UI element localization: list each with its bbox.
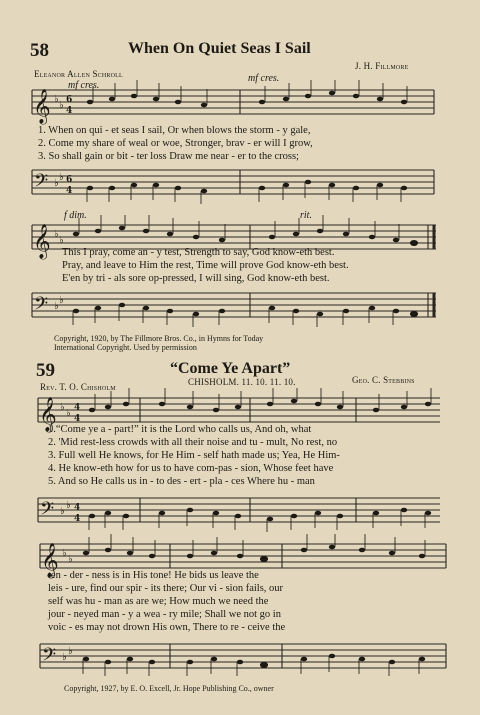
verse-5-line: voic - es may not drown His own, There to re - ceive the: [48, 622, 286, 633]
svg-text:♭: ♭: [59, 172, 64, 183]
verse-2-line: 2. 'Mid rest-less crowds with all their noise and tu - mult, No rest, no: [48, 437, 338, 448]
svg-text:4: 4: [74, 503, 81, 513]
bass-clef-icon: 𝄢: [42, 645, 57, 670]
svg-text:4: 4: [74, 514, 81, 524]
svg-text:♭: ♭: [66, 500, 71, 511]
bass-clef-icon: 𝄢: [34, 171, 49, 196]
verse-2-line: leis - ure, find our spir - its there; Our vi - sion fails, our: [48, 583, 284, 594]
bass-staff: [0, 160, 480, 206]
svg-text:♭: ♭: [68, 646, 73, 657]
copyright-line: Copyright, 1920, by The Fillmore Bros. Co., in Hymns for Today: [54, 334, 264, 343]
svg-text:♭: ♭: [59, 100, 64, 111]
copyright-line: International Copyright. Used by permission: [54, 343, 197, 352]
verse-4-line: jour - neyed man - y a wea - ry mile; Shall we not go in: [48, 609, 281, 620]
svg-text:♭: ♭: [60, 402, 65, 413]
dynamic-mark: f dim.: [64, 210, 87, 221]
verse-1-line: ten - der - ness is in His tone! He bids us leave the: [48, 570, 259, 581]
hymn-59-tune: CHISHOLM. 11. 10. 11. 10.: [188, 377, 296, 387]
verse-3-line: 3. So shall gain or bit - ter loss Draw me near - er to the cross;: [38, 151, 299, 162]
svg-text:4: 4: [66, 106, 73, 116]
svg-text:4: 4: [74, 414, 81, 424]
treble-staff: [0, 80, 480, 130]
verse-1-line: 1. When on qui - et seas I sail, Or when blows the storm - y gale,: [38, 125, 311, 136]
verse-2-line: Pray, and leave to Him the rest, Time will prove God know-eth best.: [62, 260, 349, 271]
dynamic-mark: rit.: [300, 210, 312, 221]
hymn-59-title: “Come Ye Apart”: [170, 360, 291, 377]
treble-clef-icon: 𝄞: [39, 397, 57, 432]
dynamic-mark: mf cres.: [248, 73, 280, 84]
svg-text:6: 6: [66, 175, 73, 185]
copyright-line: Copyright, 1927, by E. O. Excell, Jr. Hope Publishing Co., owner: [64, 684, 274, 693]
svg-text:♭: ♭: [54, 178, 59, 189]
hymn-58-number: 58: [30, 40, 49, 61]
hymn-58-title: When On Quiet Seas I Sail: [128, 40, 311, 57]
bass-clef-icon: 𝄢: [40, 499, 55, 524]
bass-clef-icon: 𝄢: [34, 294, 49, 319]
svg-text:♭: ♭: [59, 295, 64, 306]
svg-text:♭: ♭: [60, 506, 65, 517]
bass-staff: [0, 283, 480, 329]
hymn-59-author: Rev. T. O. Chisholm: [40, 382, 116, 392]
verse-3-line: E'en by tri - als sore op-pressed, I will sing, God know-eth best.: [62, 273, 330, 284]
bass-staff: [0, 634, 480, 680]
treble-clef-icon: 𝄞: [33, 224, 51, 259]
svg-text:♭: ♭: [54, 94, 59, 105]
hymn-58-composer: J. H. Fillmore: [355, 61, 409, 71]
svg-text:♭: ♭: [66, 408, 71, 419]
verse-3-line: 3. Full well He knows, for He Him - self hath made us; Yea, He Him-: [48, 450, 340, 461]
verse-2-line: 2. Come my share of weal or woe, Stronger, brav - er will I grow,: [38, 138, 313, 149]
svg-text:4: 4: [66, 186, 73, 196]
treble-clef-icon: 𝄞: [41, 543, 59, 578]
svg-text:♭: ♭: [62, 652, 67, 663]
svg-text:4: 4: [74, 403, 81, 413]
svg-text:♭: ♭: [68, 554, 73, 565]
treble-clef-icon: 𝄞: [33, 89, 51, 124]
svg-text:♭: ♭: [54, 301, 59, 312]
verse-3-line: self was hu - man as are we; How much we need the: [48, 596, 269, 607]
verse-4-line: 4. He know-eth how for us to have com-pas - sion, Whose feet have: [48, 463, 334, 474]
svg-text:♭: ♭: [59, 235, 64, 246]
dynamic-mark: mf cres.: [68, 80, 100, 91]
svg-text:♭: ♭: [54, 229, 59, 240]
svg-text:♭: ♭: [62, 548, 67, 559]
bass-staff: [0, 488, 480, 534]
verse-1-line: This I pray, come an - y test, Strength to say, God know-eth best.: [62, 247, 335, 258]
verse-5-line: 5. And so He calls us in - to des - ert - pla - ces Where hu - man: [48, 476, 315, 487]
svg-text:6: 6: [66, 95, 73, 105]
verse-1-line: 1.“Come ye a - part!” it is the Lord who calls us, And oh, what: [48, 424, 312, 435]
hymn-59-number: 59: [36, 360, 55, 381]
hymn-58-author: Eleanor Allen Schroll: [34, 69, 123, 79]
hymn-59-composer: Geo. C. Stebbins: [352, 375, 415, 385]
